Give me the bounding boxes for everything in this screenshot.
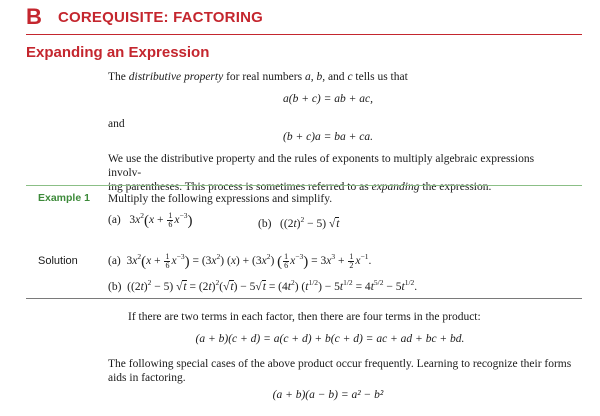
section-title: Expanding an Expression: [26, 44, 210, 61]
exponent-paragraph: We use the distributive property and the rules of exponents to multiply algebraic expressions involv- ing parentheses. This process is sometimes referred to as expanding the expression.: [108, 153, 535, 193]
difference-of-squares-equation: (a + b)(a − b) = a² − b²: [272, 389, 384, 401]
and-label: and: [108, 118, 125, 130]
product-equation: (a + b)(c + d) = a(c + d) + b(c + d) = ac + ad + bc + bd.: [195, 333, 465, 345]
intro-line: The distributive property for real numbers a, b, and c tells us that: [108, 71, 408, 83]
example-part-b: (b) $((2t)^2 - 5)$ √t: [258, 215, 340, 230]
distributive-equation-1: a(b + c) = ab + ac,: [282, 93, 374, 105]
solution-part-a: (a) $3x^2(x$ + $\frac{1}{6}$ $x^{-3}) = (3x^2)$ $(x) + (3x^2)$ ( $\frac{1}{6}$ $x^{-3}) = 3x^3$ + $\frac{1}{2}$ $x^{-1}$.: [108, 251, 372, 270]
example-bottom-rule: [26, 298, 582, 299]
distributive-equation-2: (b + c)a = ba + ca.: [282, 131, 374, 143]
example-part-a: (a) $3x^2(x$ + $\frac{1}{6}$ $x^{-3}$): [108, 210, 193, 229]
header-rule: [26, 34, 582, 35]
solution-part-b: (b) $((2t)^2 - 5) √t = (2t)^2(√t) - 5√t = (4t^2) (t^{1/2}) - 5t^{1/2} = 4t^{5/2} - 5t^{1/2}$.: [108, 278, 418, 293]
example-instruction: Multiply the following expressions and simplify.: [108, 193, 333, 205]
solution-label: Solution: [38, 255, 78, 267]
appendix-letter: B: [26, 4, 42, 29]
appendix-title: COREQUISITE: FACTORING: [58, 9, 263, 26]
special-cases-paragraph: The following special cases of the above product occur frequently. Learning to recognize their forms aids in factoring.: [108, 358, 572, 384]
example-top-rule: [26, 185, 582, 186]
example-label: Example 1: [38, 192, 90, 204]
four-terms-sentence: If there are two terms in each factor, then there are four terms in the product:: [128, 311, 481, 323]
